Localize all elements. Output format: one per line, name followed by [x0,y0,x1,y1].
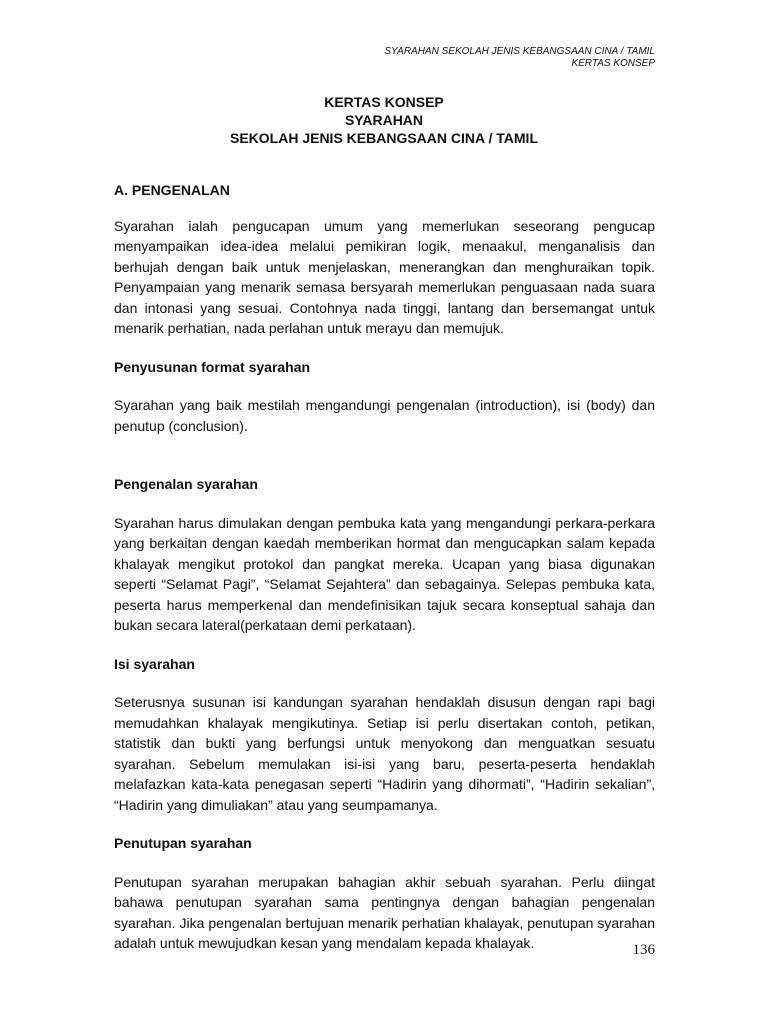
isi-paragraph: Seterusnya susunan isi kandungan syarahan hendaklah disusun dengan rapi bagi memudahkan khalayak mengikutinya. Setiap isi perlu disertakan contoh, petikan, statistik dan bukti yang berfungsi untuk menyokong dan menguatkan sesuatu syarahan. Sebelum memulakan isi-isi yang baru, peserta-peserta hendaklah melafazkan kata-kata penegasan seperti “Hadirin yang dihormati”, “Hadirin sekalian”, “Hadirin yang dimuliakan” atau yang seumpamanya. [114,694,655,813]
section-a-heading: A. PENGENALAN [114,182,230,198]
document-body [114,180,655,954]
running-header-line-2: KERTAS KONSEP [571,58,655,69]
document-title [0,93,768,147]
running-header-line-1: SYARAHAN SEKOLAH JENIS KEBANGSAAN CINA / TAMIL [384,46,655,57]
format-paragraph: Syarahan yang baik mestilah mengandungi pengenalan (introduction), isi (body) dan penutup (conclusion). [114,397,655,434]
penutupan-heading: Penutupan syarahan [114,835,252,851]
isi-heading: Isi syarahan [114,655,195,672]
format-heading: Penyusunan format syarahan [114,358,311,375]
running-header [384,46,655,70]
title-line-2: SYARAHAN [344,112,424,128]
title-line-3: SEKOLAH JENIS KEBANGSAAN CINA / TAMIL [229,130,538,146]
pengenalan-paragraph: Syarahan harus dimulakan dengan pembuka kata yang mengandungi perkara-perkara yang berkaitan dengan kaedah memberikan hormat dan mengucapkan salam kepada khalayak mengikut protokol dan pangkat mereka. Ucapan yang biasa digunakan seperti “Selamat Pagi”, “Selamat Sejahtera” dan sebagainya. Selepas pembuka kata, peserta harus memperkenal dan mendefinisikan tajuk secara konseptual sahaja dan bukan secara lateral(perkataan demi perkataan). [114,514,655,633]
pengenalan-heading: Pengenalan syarahan [114,476,258,492]
section-a-paragraph: Syarahan ialah pengucapan umum yang memerlukan seseorang pengucap menyampaikan idea-idea melalui pemikiran logik, menaakul, menganalisis dan berhujah dengan baik untuk menjelaskan, menerangkan dan menghuraikan topik. Penyampaian yang menarik semasa bersyarah memerlukan penguasaan nada suara dan intonasi yang sesuai. Contohnya nada tinggi, lantang dan bersemangat untuk menarik perhatian, nada perlahan untuk merayu dan memujuk. [114,217,655,336]
penutupan-paragraph: Penutupan syarahan merupakan bahagian akhir sebuah syarahan. Perlu diingat bahawa penutupan syarahan sama pentingnya dengan bahagian pengenalan syarahan. Jika pengenalan bertujuan menarik perhatian khalayak, penutupan syarahan adalah untuk mewujudkan kesan yang mendalam kepada khalayak. [114,873,655,951]
page-number: 136 [632,942,655,958]
title-line-1: KERTAS KONSEP [324,94,444,110]
